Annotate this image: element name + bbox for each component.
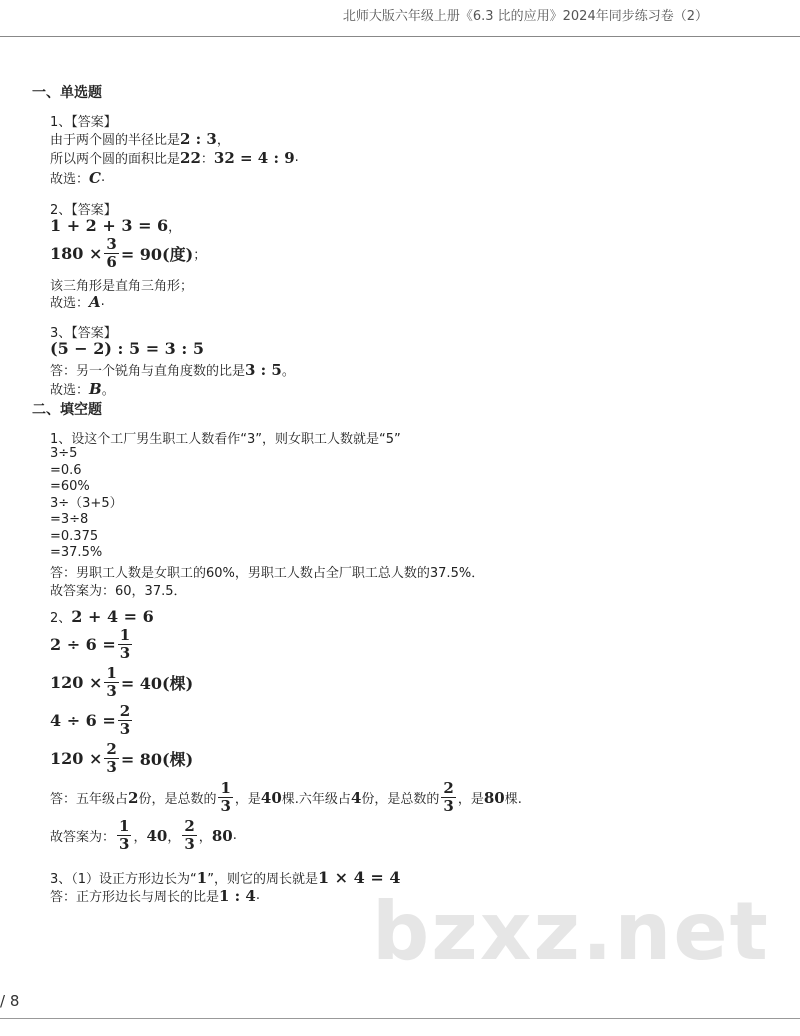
q2-line1-end: ， xyxy=(168,220,182,235)
numerator: 1 xyxy=(119,817,130,835)
q2-line4 xyxy=(50,292,105,311)
q1-line2-base-a: 2 xyxy=(180,148,191,167)
numerator: 1 xyxy=(220,779,231,797)
q1-line1 xyxy=(50,129,230,148)
f2-line2 xyxy=(50,627,134,662)
q1-heading: 1、【答案】 xyxy=(50,115,117,130)
f1-heading: 1、设这个工厂男生职工人数看作“3”，则女职工人数就是“5” xyxy=(50,432,401,447)
f2-final xyxy=(50,818,237,853)
f2-answer-value: 80 xyxy=(483,788,505,807)
f2-final-text: 故答案为： xyxy=(50,830,116,845)
q2-line1 xyxy=(50,216,181,235)
q3-line2-text: 答：另一个锐角与直角度数的比是 xyxy=(50,364,246,379)
f2-answer-text: 棵. xyxy=(504,792,522,807)
q2-fraction xyxy=(104,236,118,271)
denominator: 3 xyxy=(119,720,131,738)
f2-line3-pre: 120 × xyxy=(50,673,103,692)
f3-line2-end: . xyxy=(255,888,261,903)
f3-line1-value: 1 xyxy=(196,868,208,887)
f2-final-value: 40 xyxy=(146,826,168,845)
f3-line1-text: ”，则它的周长就是 xyxy=(207,872,318,887)
f2-line3-fraction xyxy=(104,665,118,700)
q3-line2-end: 。 xyxy=(281,364,295,379)
f2-answer-text: 答：五年级占 xyxy=(50,792,129,807)
f2-final-text: ， xyxy=(167,830,181,845)
f2-answer-fraction xyxy=(441,780,455,815)
denominator: 3 xyxy=(184,835,195,853)
f2-answer-text: 棵.六年级占 xyxy=(281,792,351,807)
q2-line2 xyxy=(50,236,206,271)
f2-final-fraction xyxy=(117,818,131,853)
numerator: 2 xyxy=(119,702,131,720)
q1-line1-math: 2 : 3 xyxy=(180,129,217,148)
q1-line3 xyxy=(50,168,105,187)
q2-line2-pre: 180 × xyxy=(50,244,103,263)
f2-line2-fraction xyxy=(118,627,132,662)
f2-final-text: . xyxy=(232,828,237,843)
q1-line2-rest: = 4 : 9 xyxy=(234,148,295,167)
f2-line1 xyxy=(50,607,154,626)
f2-answer-text: 份，是总数的 xyxy=(361,792,440,807)
section-title-single-choice: 一、单选题 xyxy=(32,85,102,101)
f2-line5-pre: 120 × xyxy=(50,749,103,768)
f2-line4 xyxy=(50,703,134,738)
f2-answer-value: 2 xyxy=(128,788,139,807)
q1-line2-exp-b: 2 xyxy=(224,148,235,167)
q2-fraction-numerator: 3 xyxy=(106,235,117,253)
f3-line1-math: 1 × 4 = 4 xyxy=(317,868,401,887)
q1-line1-end: ， xyxy=(216,133,230,148)
denominator: 3 xyxy=(220,797,231,815)
q2-heading: 2、【答案】 xyxy=(50,203,117,218)
q3-line1-math: (5 − 2) : 5 = 3 : 5 xyxy=(50,339,204,358)
f3-line1-text: 3、（1）设正方形边长为“ xyxy=(50,872,197,887)
f2-final-text: ， xyxy=(198,830,212,845)
q3-heading: 3、【答案】 xyxy=(50,326,117,341)
q1-line2-end: . xyxy=(294,150,299,165)
denominator: 3 xyxy=(106,682,117,700)
q3-line2-math: 3 : 5 xyxy=(245,360,282,379)
denominator: 3 xyxy=(119,835,130,853)
numerator: 1 xyxy=(106,664,117,682)
f2-line3 xyxy=(50,665,193,700)
section-title-fill-blank: 二、填空题 xyxy=(32,402,102,418)
denominator: 3 xyxy=(106,758,117,776)
f3-line1 xyxy=(50,868,400,887)
f1-final: 故答案为：60，37.5． xyxy=(50,584,187,599)
q2-line2-post: = 90(度) xyxy=(120,245,194,264)
f2-final-text: ， xyxy=(133,830,147,845)
q3-line1 xyxy=(50,339,204,358)
denominator: 3 xyxy=(443,797,454,815)
f2-final-value: 80 xyxy=(211,826,233,845)
f1-calc-line: 3÷5 xyxy=(50,446,78,461)
f2-line5 xyxy=(50,741,193,776)
f2-line1-pre: 2、 xyxy=(50,611,72,626)
q1-line2-text: 所以两个圆的面积比是 xyxy=(50,152,181,167)
numerator: 1 xyxy=(119,626,131,644)
f2-answer-text: ，是 xyxy=(234,792,261,807)
f2-answer-value: 40 xyxy=(260,788,282,807)
q1-line2 xyxy=(50,148,299,167)
f2-answer xyxy=(50,780,522,815)
numerator: 2 xyxy=(443,779,454,797)
f1-calc-line: 3÷（3+5） xyxy=(50,495,123,511)
f2-line2-pre: 2 ÷ 6 = xyxy=(50,635,116,654)
f3-line2 xyxy=(50,886,260,905)
q2-line4-end: . xyxy=(100,294,105,309)
f2-answer-text: ，是 xyxy=(457,792,484,807)
f2-answer-text: 份，是总数的 xyxy=(138,792,217,807)
f3-line2-math: 1 : 4 xyxy=(219,886,256,905)
f2-line4-pre: 4 ÷ 6 = xyxy=(50,711,116,730)
q3-line3-end: 。 xyxy=(101,383,115,398)
q1-line2-exp-a: 2 xyxy=(190,148,201,167)
f2-line3-post: = 40(棵) xyxy=(120,674,194,693)
f1-calc-line: =60% xyxy=(50,479,90,494)
f1-calc-line: =3÷8 xyxy=(50,512,89,527)
q2-line3: 该三角形是直角三角形； xyxy=(50,279,194,294)
f2-line4-fraction xyxy=(118,703,132,738)
q2-line4-text: 故选： xyxy=(50,296,90,311)
q2-line2-end: ； xyxy=(193,248,207,263)
f3-line2-text: 答：正方形边长与周长的比是 xyxy=(50,890,220,905)
f2-answer-value: 4 xyxy=(350,788,362,807)
header-divider xyxy=(0,36,800,37)
watermark-logo: bzxz.net xyxy=(372,885,770,978)
document-header: 北师大版六年级上册《6.3 比的应用》2024年同步练习卷（2） xyxy=(342,9,708,24)
f1-calc-line: =0.375 xyxy=(50,528,99,544)
q2-line1-math: 1 + 2 + 3 = 6 xyxy=(50,216,169,235)
q1-line1-text: 由于两个圆的半径比是 xyxy=(50,133,181,148)
f1-calc-line: =37.5% xyxy=(50,545,103,560)
denominator: 3 xyxy=(119,644,131,662)
f1-calculation xyxy=(50,446,123,562)
f1-calc-line: =0.6 xyxy=(50,462,82,478)
q2-choice: A xyxy=(89,292,101,311)
numerator: 2 xyxy=(106,740,117,758)
page-number: / 8 xyxy=(0,992,20,1010)
q3-line3-text: 故选： xyxy=(50,383,90,398)
q1-line3-end: . xyxy=(100,170,106,185)
f2-line5-post: = 80(棵) xyxy=(120,750,194,769)
f2-line1-math: 2 + 4 = 6 xyxy=(71,607,154,626)
numerator: 2 xyxy=(184,817,195,835)
q1-line2-base-b: 3 xyxy=(213,148,225,167)
f2-answer-fraction xyxy=(218,780,232,815)
f1-answer: 答：男职工人数是女职工的60%，男职工人数占全厂职工总人数的37.5%． xyxy=(50,566,485,581)
f2-line5-fraction xyxy=(104,741,118,776)
q3-choice: B xyxy=(89,379,102,398)
q3-line2 xyxy=(50,360,295,379)
q3-line3 xyxy=(50,379,115,398)
q1-choice: C xyxy=(89,168,101,187)
q2-fraction-denominator: 6 xyxy=(106,253,117,271)
f2-final-fraction xyxy=(182,818,196,853)
q1-line3-text: 故选： xyxy=(50,172,90,187)
footer-divider xyxy=(0,1018,800,1019)
q1-line2-sep: ： xyxy=(200,152,214,167)
